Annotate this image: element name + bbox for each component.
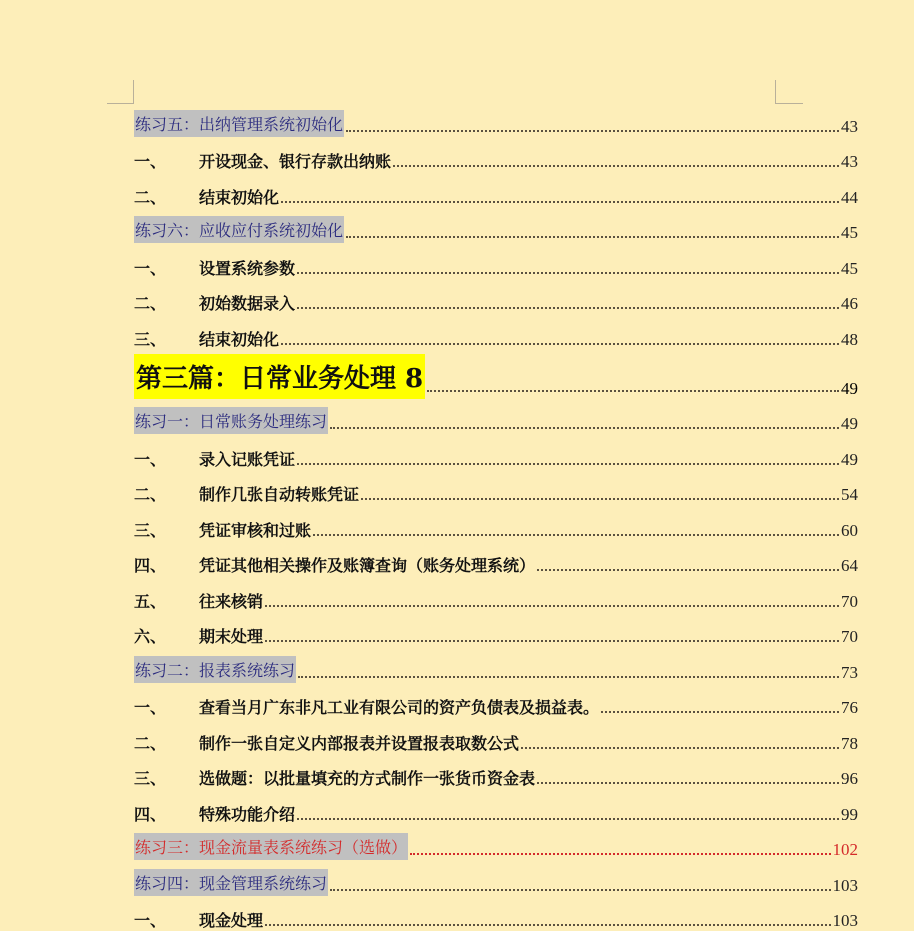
dot-leader	[410, 853, 830, 855]
toc-page-number: 43	[841, 152, 858, 172]
toc-entry-number: 二、	[134, 291, 199, 314]
toc-entry-number: 六、	[134, 624, 199, 647]
toc-exercise-2[interactable]	[134, 647, 858, 683]
toc-page-number: 45	[841, 223, 858, 243]
toc-page-number: 44	[841, 188, 858, 208]
toc-exercise-6[interactable]	[134, 208, 858, 244]
toc-entry-title: 练习五：出纳管理系统初始化	[134, 110, 344, 137]
toc-entry-title: 第三篇：日常业务处理 8	[134, 354, 425, 399]
dot-leader	[265, 640, 839, 642]
toc-item[interactable]	[134, 896, 858, 931]
toc-page-number: 99	[841, 805, 858, 825]
toc-page-number: 96	[841, 769, 858, 789]
toc-entry-text: 现金处理	[199, 911, 263, 930]
dot-leader	[265, 605, 839, 607]
toc-entry-text: 制作一张自定义内部报表并设置报表取数公式	[199, 734, 519, 753]
toc-item[interactable]	[134, 314, 858, 350]
toc-item[interactable]	[134, 718, 858, 754]
dot-leader	[393, 165, 839, 167]
toc-entry-number: 四、	[134, 553, 199, 576]
toc-page-number: 78	[841, 734, 858, 754]
toc-entry-text: 选做题：以批量填充的方式制作一张货币资金表	[199, 769, 535, 788]
toc-page-number: 60	[841, 521, 858, 541]
toc-page-number: 103	[833, 911, 859, 931]
dot-leader	[281, 343, 839, 345]
toc-entry-number: 二、	[134, 482, 199, 505]
toc-exercise-5[interactable]	[134, 101, 858, 137]
toc-item[interactable]	[134, 279, 858, 315]
toc-entry-number: 五、	[134, 589, 199, 612]
toc-entry-text: 凭证其他相关操作及账簿查询（账务处理系统）	[199, 556, 535, 575]
dot-leader	[330, 427, 839, 429]
toc-entry-text: 期末处理	[199, 627, 263, 646]
toc-entry-title	[134, 553, 535, 576]
toc-page-number: 102	[833, 840, 859, 860]
toc-entry-text: 设置系统参数	[199, 259, 295, 278]
dot-leader	[537, 782, 839, 784]
toc-entry-title: 练习二：报表系统练习	[134, 656, 296, 683]
toc-entry-text: 开设现金、银行存款出纳账	[199, 152, 391, 171]
toc-entry-title	[134, 624, 263, 647]
toc-item[interactable]	[134, 172, 858, 208]
toc-entry-title	[134, 731, 519, 754]
toc-entry-number: 二、	[134, 185, 199, 208]
table-of-contents	[134, 101, 858, 931]
toc-entry-text: 录入记账凭证	[199, 450, 295, 469]
dot-leader	[427, 390, 839, 392]
toc-page-number: 49	[841, 379, 858, 399]
toc-page-number: 70	[841, 627, 858, 647]
dot-leader	[537, 569, 839, 571]
toc-entry-number: 二、	[134, 731, 199, 754]
dot-leader	[346, 130, 839, 132]
toc-part-3[interactable]	[134, 350, 858, 399]
toc-page-number: 43	[841, 117, 858, 137]
toc-entry-title	[134, 256, 295, 279]
toc-entry-number: 一、	[134, 447, 199, 470]
toc-entry-title	[134, 908, 263, 931]
toc-entry-text: 凭证审核和过账	[199, 521, 311, 540]
toc-page-number: 73	[841, 663, 858, 683]
toc-entry-text: 制作几张自动转账凭证	[199, 485, 359, 504]
toc-page-number: 48	[841, 330, 858, 350]
dot-leader	[298, 676, 839, 678]
toc-item[interactable]	[134, 576, 858, 612]
toc-entry-title	[134, 149, 391, 172]
toc-item[interactable]	[134, 137, 858, 173]
toc-entry-number: 四、	[134, 802, 199, 825]
toc-page-number: 46	[841, 294, 858, 314]
toc-entry-text: 特殊功能介绍	[199, 805, 295, 824]
toc-entry-text: 结束初始化	[199, 188, 279, 207]
toc-page-number: 103	[833, 876, 859, 896]
dot-leader	[601, 711, 839, 713]
toc-entry-number: 三、	[134, 518, 199, 541]
toc-entry-title	[134, 482, 359, 505]
dot-leader	[361, 498, 839, 500]
toc-entry-title	[134, 766, 535, 789]
dot-leader	[297, 818, 839, 820]
toc-item[interactable]	[134, 470, 858, 506]
toc-item[interactable]	[134, 683, 858, 719]
toc-item[interactable]	[134, 754, 858, 790]
dot-leader	[297, 307, 839, 309]
toc-entry-title	[134, 589, 263, 612]
toc-entry-title: 练习三：现金流量表系统练习（选做）	[134, 833, 408, 860]
dot-leader	[297, 463, 839, 465]
toc-page-number: 76	[841, 698, 858, 718]
toc-entry-text: 查看当月广东非凡工业有限公司的资产负债表及损益表。	[199, 698, 599, 717]
toc-item[interactable]	[134, 434, 858, 470]
toc-item[interactable]	[134, 612, 858, 648]
toc-entry-number: 一、	[134, 908, 199, 931]
toc-page-number: 45	[841, 259, 858, 279]
toc-entry-number: 一、	[134, 695, 199, 718]
dot-leader	[297, 272, 839, 274]
toc-entry-title	[134, 447, 295, 470]
dot-leader	[265, 924, 830, 926]
toc-entry-text: 初始数据录入	[199, 294, 295, 313]
dot-leader	[330, 889, 830, 891]
margin-corner-mark-top-left	[107, 103, 134, 104]
toc-entry-title: 练习一：日常账务处理练习	[134, 407, 328, 434]
toc-entry-title: 练习六：应收应付系统初始化	[134, 216, 344, 243]
toc-entry-title	[134, 185, 279, 208]
toc-page-number: 54	[841, 485, 858, 505]
toc-item[interactable]	[134, 505, 858, 541]
toc-exercise-4[interactable]	[134, 860, 858, 896]
toc-page-number: 64	[841, 556, 858, 576]
toc-page-number: 49	[841, 414, 858, 434]
toc-entry-number: 一、	[134, 256, 199, 279]
dot-leader	[281, 201, 839, 203]
toc-entry-title: 练习四：现金管理系统练习	[134, 869, 328, 896]
toc-entry-number: 一、	[134, 149, 199, 172]
toc-entry-title	[134, 518, 311, 541]
toc-entry-title	[134, 327, 279, 350]
toc-exercise-1[interactable]	[134, 399, 858, 435]
toc-entry-number: 三、	[134, 766, 199, 789]
dot-leader	[521, 747, 839, 749]
toc-entry-number: 三、	[134, 327, 199, 350]
toc-page-number: 49	[841, 450, 858, 470]
toc-entry-title	[134, 802, 295, 825]
toc-entry-title	[134, 695, 599, 718]
toc-item[interactable]	[134, 789, 858, 825]
toc-entry-text: 往来核销	[199, 592, 263, 611]
toc-exercise-3[interactable]	[134, 825, 858, 861]
toc-entry-text: 结束初始化	[199, 330, 279, 349]
toc-page-number: 70	[841, 592, 858, 612]
toc-item[interactable]	[134, 541, 858, 577]
toc-entry-title	[134, 291, 295, 314]
toc-item[interactable]	[134, 243, 858, 279]
dot-leader	[313, 534, 839, 536]
dot-leader	[346, 236, 839, 238]
